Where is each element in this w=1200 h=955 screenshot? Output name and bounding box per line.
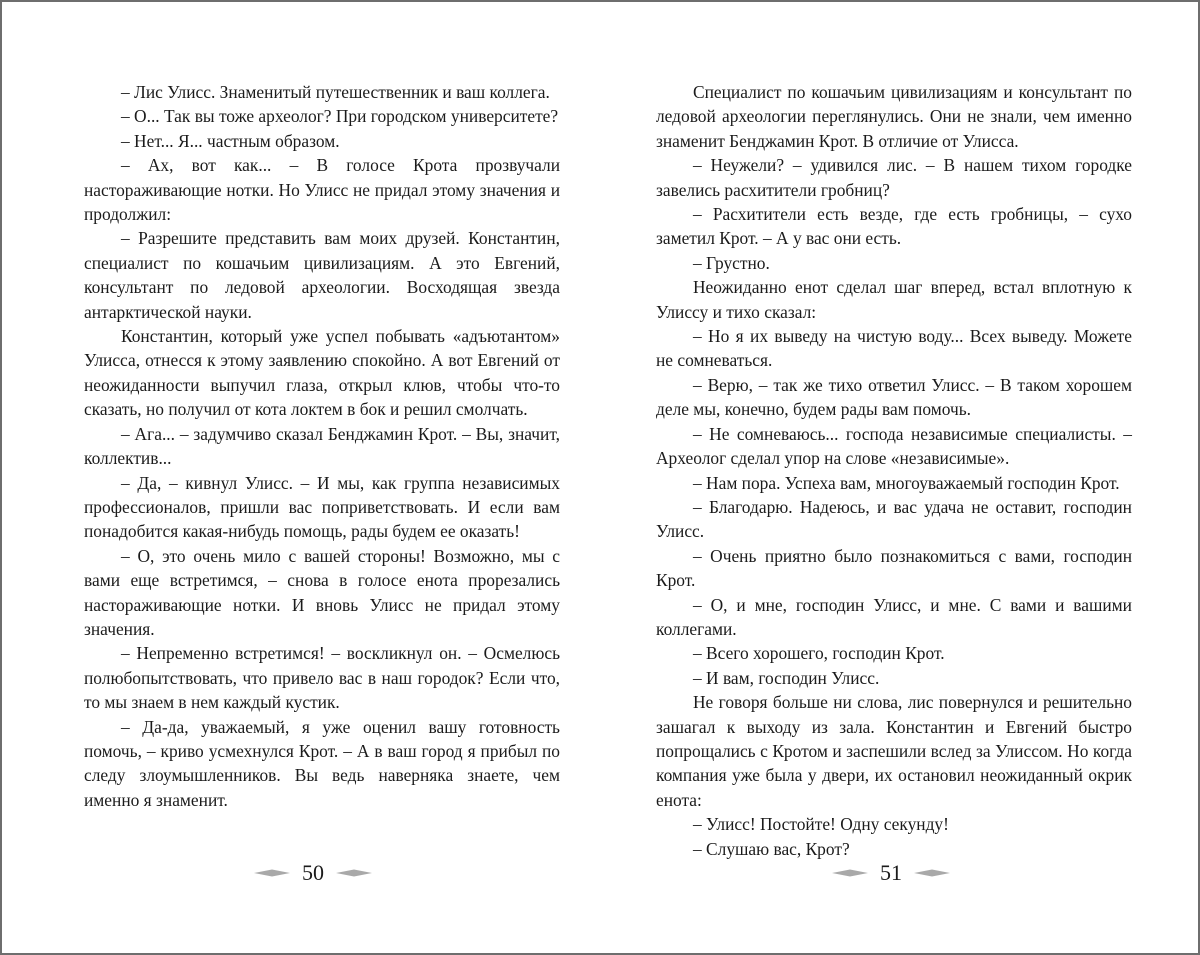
paragraph: Неожиданно енот сделал шаг вперед, встал вплотную к Улиссу и тихо сказал: <box>656 277 1132 322</box>
paragraph: – Нет... Я... частным образом. <box>121 130 340 151</box>
paragraph: – Всего хорошего, господин Крот. <box>693 643 945 664</box>
paragraph: – Расхитители есть везде, где есть гробницы, – сухо заметил Крот. – А у вас они есть. <box>656 204 1132 249</box>
paragraph: – О... Так вы тоже археолог? При городском университете? <box>121 106 559 127</box>
page-number: 50 <box>302 860 324 885</box>
ornament-right-icon <box>914 869 950 877</box>
paragraph: – Да, – кивнул Улисс. – И мы, как группа независимых профессионалов, пришли вас поприветствовать. И если вам понадобится какая-нибудь помощь, рады будем ее оказать! <box>84 472 560 542</box>
paragraph: – Ах, вот как... – В голосе Крота прозвучали настораживающие нотки. Но Улисс не придал этому значения и продолжил: <box>84 155 560 225</box>
ornament-left-icon <box>832 869 868 877</box>
paragraph: – Грустно. <box>693 252 770 273</box>
paragraph: Специалист по кошачьим цивилизациям и консультант по ледовой археологии переглянулись. Они не знали, чем именно знаменит Бенджамин Крот. В отличие от Улисса. <box>656 82 1132 151</box>
paragraph: – Неужели? – удивился лис. – В нашем тихом городке завелись расхитители гробниц? <box>656 155 1132 200</box>
paragraph: – Ага... – задумчиво сказал Бенджамин Крот. – Вы, значит, коллектив... <box>84 423 560 469</box>
paragraph: – Улисс! Постойте! Одну секунду! <box>693 814 949 835</box>
paragraph: Константин, который уже успел побывать «адъютантом» Улисса, отнесся к этому заявлению спокойно. А вот Евгений от неожиданности выпучил глаза, открыл клюв, чтобы что-то сказать, но получил от кота локтем в бок и решил смолчать. <box>84 326 560 420</box>
paragraph: – Благодарю. Надеюсь, и вас удача не оставит, господин Улисс. <box>656 496 1132 542</box>
paragraph: – Верю, – так же тихо ответил Улисс. – В таком хорошем деле мы, конечно, будем рады вам помочь. <box>656 374 1132 420</box>
paragraph: – Непременно встретимся! – воскликнул он. – Осмелюсь полюбопытствовать, что привело вас в наш городок? Если что, то мы знаем в нем каждый кустик. <box>84 643 560 713</box>
paragraph: – Разрешите представить вам моих друзей. Константин, специалист по кошачьим цивилизациям. А это Евгений, консультант по ледовой археологии. Восходящая звезда антарктической науки. <box>84 228 560 322</box>
ornament-right-icon <box>336 869 372 877</box>
ornament-left-icon <box>254 869 290 877</box>
page-number-left <box>213 857 413 889</box>
paragraph: – О, и мне, господин Улисс, и мне. С вами и вашими коллегами. <box>656 594 1132 639</box>
paragraph: – И вам, господин Улисс. <box>693 667 880 688</box>
right-page-text <box>656 80 1132 861</box>
left-page-text <box>84 80 560 812</box>
paragraph: Не говоря больше ни слова, лис повернулся и решительно зашагал к выходу из зала. Константин и Евгений быстро попрощались с Кротом и заспешили вслед за Улиссом. Но когда компания уже была у двери, их остановил неожиданный окрик енота: <box>656 692 1132 810</box>
page-number: 51 <box>880 860 902 885</box>
paragraph: – Не сомневаюсь... господа независимые специалисты. – Археолог сделал упор на слове «независимые». <box>656 423 1132 469</box>
paragraph: – Очень приятно было познакомиться с вами, господин Крот. <box>656 545 1132 591</box>
paragraph: – Нам пора. Успеха вам, многоуважаемый господин Крот. <box>693 472 1120 493</box>
paragraph: – Слушаю вас, Крот? <box>693 838 850 859</box>
page-number-right <box>791 857 991 889</box>
paragraph: – Да-да, уважаемый, я уже оценил вашу готовность помочь, – криво усмехнулся Крот. – А в ваш город я прибыл по следу злоумышленников. Вы ведь наверняка знаете, чем именно я знаменит. <box>84 716 560 810</box>
paragraph: – Но я их выведу на чистую воду... Всех выведу. Можете не сомневаться. <box>656 326 1132 371</box>
paragraph: – Лис Улисс. Знаменитый путешественник и ваш коллега. <box>121 82 550 102</box>
paragraph: – О, это очень мило с вашей стороны! Возможно, мы с вами еще встретимся, – снова в голосе енота прорезались настораживающие нотки. И вновь Улисс не придал этому значения. <box>84 545 560 639</box>
